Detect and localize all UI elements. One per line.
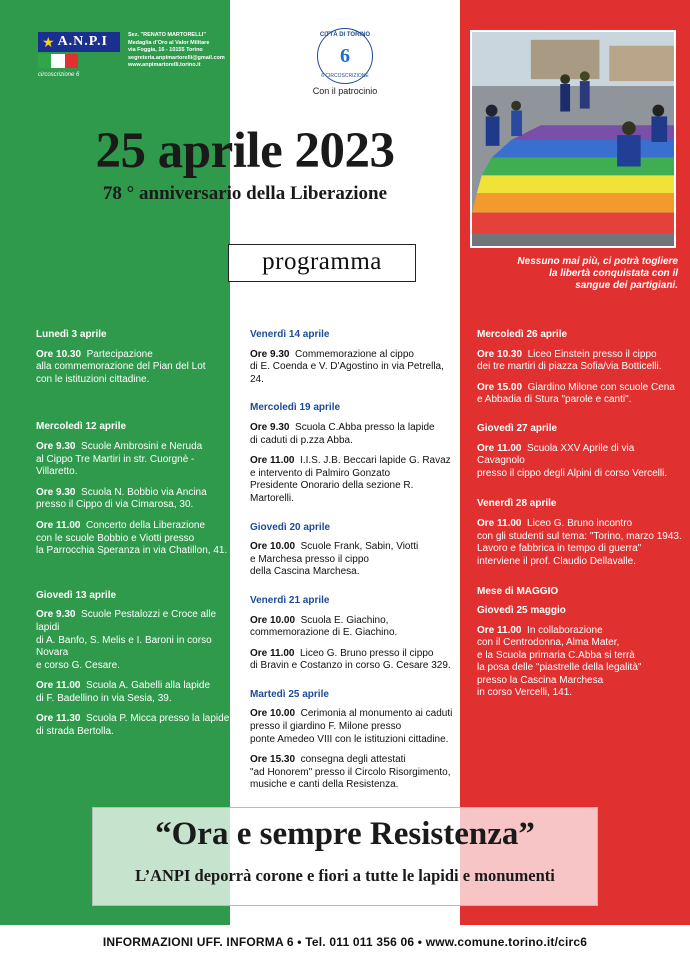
event-text: e intervento di Palmiro Gonzato — [250, 467, 391, 479]
event-text: Commemorazione al cippo — [295, 348, 414, 360]
event-time: Ore 9.30 — [250, 348, 290, 360]
event-item — [250, 615, 460, 640]
event-text: e la Scuola primaria C.Abba si terrà — [477, 649, 635, 661]
seal-ring-bottom: 6 CIRCOSCRIZIONE — [321, 73, 369, 79]
event-item — [250, 349, 460, 387]
event-item — [36, 609, 236, 672]
day-heading: Giovedì 25 maggio — [477, 604, 566, 616]
event-text: Scuole Ambrosini e Neruda — [81, 440, 203, 452]
event-text: Scuola E. Giachino, — [300, 614, 389, 626]
day-heading: Lunedì 3 aprile — [36, 329, 107, 340]
program-column-left — [36, 329, 236, 747]
program-column-middle — [250, 329, 460, 800]
patrocinio-label: Con il patrocinio — [312, 86, 378, 96]
event-item — [250, 455, 460, 505]
event-time: Ore 10.30 — [477, 348, 523, 360]
day-heading: Mercoledì 12 aprile — [36, 421, 127, 433]
motto-box — [92, 807, 598, 906]
event-time: Ore 11.00 — [477, 624, 522, 636]
day-heading: Venerdì 21 aprile — [250, 594, 330, 606]
event-text: presso il Cippo di via Cimarosa, 30. — [36, 499, 194, 511]
event-text: Concerto della Liberazione — [86, 519, 206, 531]
event-time: Ore 15.00 — [477, 381, 523, 393]
day-heading: Venerdì 14 aprile — [250, 329, 330, 340]
caption-line: la libertà conquistata con il — [549, 268, 678, 279]
event-time: Ore 10.00 — [250, 541, 296, 553]
event-text: della Cascina Marchesa. — [250, 566, 360, 578]
event-item — [250, 541, 460, 579]
event-item — [250, 422, 460, 447]
event-item — [477, 625, 682, 701]
day-heading: Mercoledì 19 aprile — [250, 402, 341, 414]
anpi-logo-text: A.N.P.I — [57, 34, 108, 49]
event-time: Ore 10.00 — [250, 614, 296, 626]
event-item — [36, 520, 236, 558]
section-email: segreteria.anpimartorelli@gmail.com — [128, 54, 225, 61]
event-text: "ad Honorem" presso il Circolo Risorgimento, — [250, 766, 451, 778]
event-text: ponte Amedeo VIII con le istituzioni cittadine. — [250, 733, 449, 745]
event-text: Scuola N. Bobbio via Ancina — [81, 486, 207, 498]
caption-line: Nessuno mai più, ci potrà togliere — [517, 256, 678, 267]
event-text: presso la Cascina Marchesa — [477, 674, 604, 686]
event-text: Lavoro e fabbrica in tempo di guerra" — [477, 543, 642, 555]
event-text: di caduti di p.zza Abba. — [250, 434, 353, 446]
event-text: di E. Coenda e V. D'Agostino in via Petrella, 24. — [250, 361, 444, 385]
section-address: via Foggia, 16 - 10155 Torino — [128, 47, 203, 53]
section-name: Sez. "RENATO MARTORELLI" — [128, 32, 206, 38]
event-time: Ore 11.00 — [477, 517, 522, 529]
event-item — [477, 443, 682, 481]
footer-info: INFORMAZIONI UFF. INFORMA 6 • Tel. 011 011 356 06 • www.comune.torino.it/circ6 — [0, 925, 690, 960]
event-text: di A. Banfo, S. Melis e I. Baroni in corso Novara — [36, 634, 212, 659]
event-text: interviene il prof. Claudio Dellavalle. — [477, 555, 636, 567]
section-website: www.anpimartorelli.torino.it — [128, 62, 201, 68]
mini-flag-icon — [38, 54, 78, 68]
six-mark-icon: 6 — [340, 44, 350, 67]
day-heading: Venerdì 28 aprile — [477, 498, 557, 510]
event-time: Ore 9.30 — [36, 440, 76, 452]
event-text: Liceo Einstein presso il cippo — [527, 348, 657, 360]
event-time: Ore 9.30 — [36, 609, 76, 621]
event-text: e Marchesa presso il cippo — [250, 553, 369, 565]
anpi-logo — [38, 32, 120, 70]
photo-caption — [478, 256, 678, 292]
event-text: e corso G. Cesare. — [36, 659, 120, 671]
caption-line: sangue dei partigiani. — [575, 280, 678, 291]
event-item — [36, 441, 236, 479]
event-text: con gli studenti sul tema: "Torino, marzo 1943. — [477, 530, 682, 542]
day-heading: Mercoledì 26 aprile — [477, 329, 568, 340]
event-text: musiche e canti della Resistenza. — [250, 779, 399, 791]
event-text: presso il giardino F. Milone presso — [250, 721, 402, 733]
event-item — [477, 382, 682, 407]
event-time: Ore 10.30 — [36, 348, 82, 360]
event-text: Liceo G. Bruno incontro — [527, 517, 633, 529]
seal-ring-top: CITTÀ DI TORINO — [319, 32, 371, 38]
programma-heading: programma — [228, 244, 416, 282]
event-text: I.I.S. J.B. Beccari lapide G. Ravaz — [300, 455, 451, 467]
subtitle: 78 ° anniversario della Liberazione — [102, 183, 388, 204]
event-item — [250, 708, 460, 746]
event-text: Liceo G. Bruno presso il cippo — [300, 647, 434, 659]
event-text: con le istituzioni cittadine. — [36, 373, 150, 385]
event-item — [477, 349, 682, 374]
event-item — [36, 713, 236, 738]
event-text: Scuole Pestalozzi e Croce alle lapidi — [36, 609, 217, 633]
event-text: con il Centrodonna, Alma Mater, — [477, 637, 620, 649]
event-item — [477, 518, 682, 568]
event-item — [36, 680, 236, 705]
event-item — [36, 487, 236, 512]
day-heading: Giovedì 13 aprile — [36, 589, 117, 601]
program-column-right — [477, 329, 682, 708]
event-text: Partecipazione — [86, 348, 153, 360]
event-text: con le scuole Bobbio e Viotti presso — [36, 532, 195, 544]
day-heading: Giovedì 27 aprile — [477, 422, 558, 434]
event-item — [250, 648, 460, 673]
event-time: Ore 11.00 — [36, 519, 81, 531]
star-icon: ★ — [42, 33, 55, 50]
event-time: Ore 11.30 — [36, 713, 81, 725]
section-info — [128, 32, 225, 70]
event-text: Scuola XXV Aprile di via Cavagnolo — [477, 442, 635, 467]
event-text: Scuola P. Micca presso la lapide — [86, 713, 230, 725]
day-heading: Martedì 25 aprile — [250, 688, 329, 700]
motto-title: “Ora e sempre Resistenza” — [155, 816, 535, 852]
event-text: e Abbadia di Stura "parole e canti". — [477, 394, 632, 406]
event-time: Ore 11.00 — [250, 455, 295, 467]
event-time: Ore 15.30 — [250, 754, 296, 766]
event-time: Ore 11.00 — [36, 680, 81, 692]
event-text: di Bravin e Costanzo in corso G. Cesare 329. — [250, 660, 451, 672]
event-text: In collaborazione — [527, 624, 603, 636]
event-text: Presidente Onorario della sezione R. Martorelli. — [250, 480, 414, 504]
event-text: di F. Badellino in via Sesia, 39. — [36, 692, 172, 704]
event-text: commemorazione di E. Giachino. — [250, 627, 398, 639]
event-text: dei tre martiri di piazza Sofia/via Botticelli. — [477, 361, 662, 373]
event-text: Giardino Milone con scuole Cena — [527, 381, 675, 393]
anpi-circoscrizione: circoscrizione 6 — [38, 72, 80, 78]
event-text: in corso Vercelli, 141. — [477, 687, 573, 699]
motto-subtitle: L’ANPI deporrà corone e fiori a tutte le lapidi e monumenti — [135, 866, 555, 885]
day-heading: Giovedì 20 aprile — [250, 521, 331, 533]
event-time: Ore 11.00 — [250, 647, 295, 659]
event-text: la Parrocchia Speranza in via Chatillon, 41. — [36, 545, 228, 557]
event-time: Ore 9.30 — [250, 421, 290, 433]
month-heading: Mese di MAGGIO — [477, 586, 559, 598]
main-title: 25 aprile 2023 — [95, 123, 395, 179]
event-time: Ore 9.30 — [36, 486, 76, 498]
event-time: Ore 11.00 — [477, 442, 522, 454]
event-text: alla commemorazione del Pian del Lot — [36, 361, 206, 373]
event-text: Cerimonia al monumento ai caduti — [300, 708, 453, 720]
event-item — [250, 754, 460, 792]
event-text: consegna degli attestati — [300, 754, 406, 766]
circoscrizione-seal — [317, 28, 373, 84]
event-item — [36, 349, 236, 387]
event-text: Scuole Frank, Sabin, Viotti — [300, 541, 419, 553]
event-text: Scuola C.Abba presso la lapide — [295, 421, 435, 433]
event-text: presso il cippo degli Alpini di corso Vercelli. — [477, 467, 668, 479]
event-text: di strada Bertolla. — [36, 726, 114, 738]
rainbow-crosswalk-photo — [470, 30, 676, 248]
event-text: Scuola A. Gabelli alla lapide — [86, 680, 211, 692]
event-text: la posa delle "piastrelle della legalità" — [477, 662, 642, 674]
event-text: al Cippo Tre Martiri in str. Cuorgnè - Villaretto. — [36, 453, 195, 478]
event-time: Ore 10.00 — [250, 708, 296, 720]
section-medal: Medaglia d'Oro al Valor Militare — [128, 39, 210, 46]
